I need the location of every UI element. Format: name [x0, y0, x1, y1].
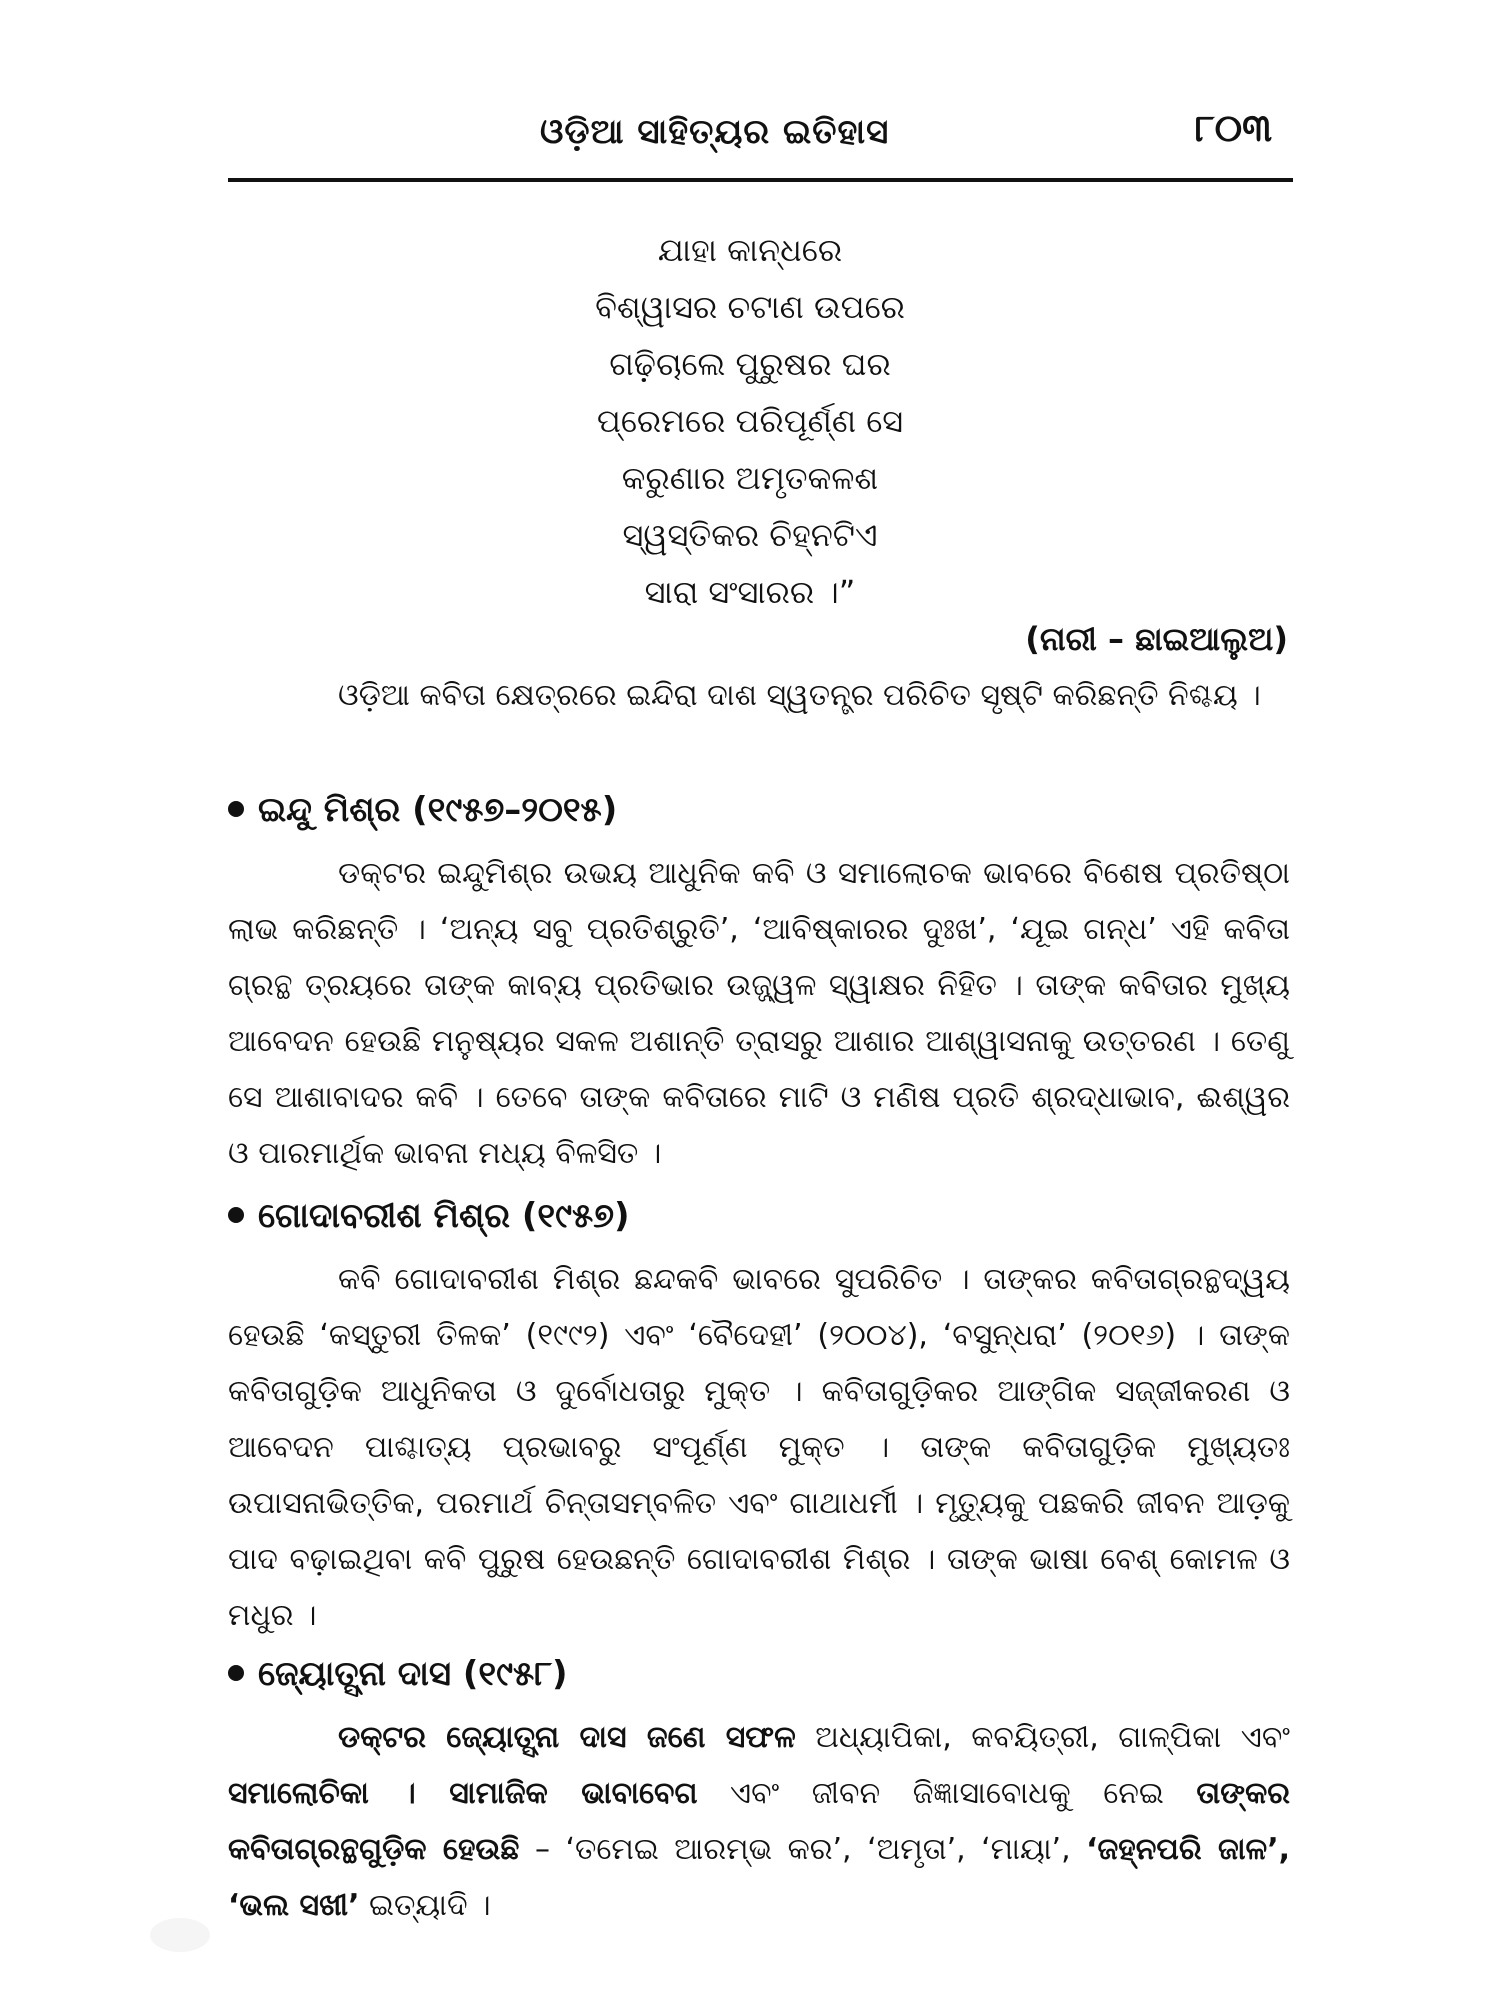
page-number: ୮୦୩: [1194, 106, 1272, 150]
scan-smudge: [150, 1918, 210, 1952]
poem-line: କରୁଣାର ଅମୃତକଳଶ: [621, 459, 879, 497]
bold-text: ତାଙ୍କର କବିତାଗ୍ରନ୍ଥଗୁଡ଼ିକ ହେଉଛି: [228, 1776, 1290, 1867]
poem-excerpt: [470, 222, 1030, 621]
bullet-icon: [228, 1207, 244, 1223]
running-head: ଓଡ଼ିଆ ସାହିତ୍ୟର ଇତିହାସ: [540, 112, 890, 152]
header-rule: [228, 178, 1293, 182]
poem-line: ବିଶ୍ୱାସର ଚଟାଣ ଉପରେ: [595, 288, 905, 326]
bold-text: ‘ଜହ୍ନପରି ଜାଳ’, ‘ଭଲ ସଖୀ’: [228, 1832, 1291, 1923]
jyotsna-das-paragraph: [228, 1710, 1290, 1934]
godabarish-mishra-paragraph: କବି ଗୋଦାବରୀଶ ମିଶ୍ର ଛନ୍ଦକବି ଭାବରେ ସୁପରିଚିତ । ତାଙ୍କର କବିତାଗ୍ରନ୍ଥଦ୍ୱୟ ହେଉଛି ‘କସ୍ତୁରୀ ତିଳକ’ (୧୯୯୨) ଏବଂ ‘ବୈଦେହୀ’ (୨୦୦୪), ‘ବସୁନ୍ଧରା’ (୨୦୧୬) । ତାଙ୍କ କବିତାଗୁଡ଼ିକ ଆଧୁନିକତା ଓ ଦୁର୍ବୋଧତାରୁ ମୁକ୍ତ । କବିତାଗୁଡ଼ିକର ଆଙ୍ଗିକ ସଜ୍ଜୀକରଣ ଓ ଆବେଦନ ପାଶ୍ଚାତ୍ୟ ପ୍ରଭାବରୁ ସଂପୂର୍ଣ୍ଣ ମୁକ୍ତ । ତାଙ୍କ କବିତାଗୁଡ଼ିକ ମୁଖ୍ୟତଃ ଉପାସନାଭିତ୍ତିକ, ପରମାର୍ଥ ଚିନ୍ତାସମ୍ବଳିତ ଏବଂ ଗାଥାଧର୍ମୀ । ମୃତ୍ୟୁକୁ ପଛକରି ଜୀବନ ଆଡ଼କୁ ପାଦ ବଢ଼ାଇଥିବା କବି ପୁରୁଷ ହେଉଛନ୍ତି ଗୋଦାବରୀଶ ମିଶ୍ର । ତାଙ୍କ ଭାଷା ବେଶ୍ କୋମଳ ଓ ମଧୁର ।: [228, 1262, 1290, 1633]
poem-line: ସାରା ସଂସାରର ।”: [644, 573, 856, 611]
indu-mishra-paragraph: ଡକ୍ଟର ଇନ୍ଦୁମିଶ୍ର ଉଭୟ ଆଧୁନିକ କବି ଓ ସମାଲୋଚକ ଭାବରେ ବିଶେଷ ପ୍ରତିଷ୍ଠା ଲାଭ କରିଛନ୍ତି । ‘ଅନ୍ୟ ସବୁ ପ୍ରତିଶ୍ରୁତି’, ‘ଆବିଷ୍କାରର ଦୁଃଖ’, ‘ଯୂଇ ଗନ୍ଧ’ ଏହି କବିତା ଗ୍ରନ୍ଥ ତ୍ରୟରେ ତାଙ୍କ କାବ୍ୟ ପ୍ରତିଭାର ଉଜ୍ଜ୍ୱଳ ସ୍ୱାକ୍ଷର ନିହିତ । ତାଙ୍କ କବିତାର ମୁଖ୍ୟ ଆବେଦନ ହେଉଛି ମନୁଷ୍ୟର ସକଳ ଅଶାନ୍ତି ତ୍ରାସରୁ ଆଶାର ଆଶ୍ୱାସନାକୁ ଉତ୍ତରଣ । ତେଣୁ ସେ ଆଶାବାଦର କବି । ତେବେ ତାଙ୍କ କବିତାରେ ମାଟି ଓ ମଣିଷ ପ୍ରତି ଶ୍ରଦ୍ଧାଭାବ, ଈଶ୍ୱର ଓ ପାରମାର୍ଥିକ ଭାବନା ମଧ୍ୟ ବିଳସିତ ।: [228, 856, 1290, 1171]
section-heading-text: ଇନ୍ଦୁ ମିଶ୍ର (୧୯୫୭–୨୦୧୫): [258, 790, 618, 830]
body-text: ଇତ୍ୟାଦି ।: [359, 1888, 491, 1923]
body-text: ଅଧ୍ୟାପିକା, କବୟିତ୍ରୀ, ଗାଳ୍ପିକା ଏବଂ: [795, 1720, 1290, 1755]
bullet-icon: [228, 801, 244, 817]
body-text: – ‘ତମେଇ ଆରମ୍ଭ କର’, ‘ଅମୃତା’, ‘ମାୟା’,: [519, 1832, 1087, 1867]
poem-citation: (ନାରୀ – ଛାଇଆଲୁଅ): [1025, 620, 1288, 658]
bold-text: ସମାଲୋଚିକା । ସାମାଜିକ ଭାବାବେଗ: [228, 1776, 698, 1811]
poem-line: ପ୍ରେମରେ ପରିପୂର୍ଣ୍ଣ ସେ: [596, 402, 904, 440]
body-text: ଏବଂ ଜୀବନ ଜିଜ୍ଞାସାବୋଧକୁ ନେଇ: [697, 1776, 1197, 1811]
poem-line: ଗଢ଼ିଚାଲେ ପୁରୁଷର ଘର: [609, 345, 891, 383]
section-heading-godabarish-mishra: [228, 1196, 630, 1236]
section-heading-text: ଗୋଦାବରୀଶ ମିଶ୍ର (୧୯୫୭): [258, 1196, 630, 1236]
intro-paragraph: ଓଡ଼ିଆ କବିତା କ୍ଷେତ୍ରରେ ଇନ୍ଦିରା ଦାଶ ସ୍ୱତନ୍ତ୍ର ପରିଚିତ ସୃଷ୍ଟି କରିଛନ୍ତି ନିଶ୍ଚୟ ।: [338, 678, 1261, 713]
section-heading-text: ଜ୍ୟୋତ୍ସ୍ନା ଦାସ (୧୯୫୮): [258, 1654, 568, 1694]
poem-line: ଯାହା କାନ୍ଧରେ: [657, 231, 843, 269]
section-heading-indu-mishra: [228, 790, 617, 830]
poem-line: ସ୍ୱସ୍ତିକର ଚିହ୍ନଟିଏ: [622, 516, 878, 554]
bullet-icon: [228, 1665, 244, 1681]
bold-text: ଡକ୍ଟର ଜ୍ୟୋତ୍ସ୍ନା ଦାସ ଜଣେ ସଫଳ: [338, 1720, 796, 1755]
section-heading-jyotsna-das: [228, 1654, 568, 1694]
